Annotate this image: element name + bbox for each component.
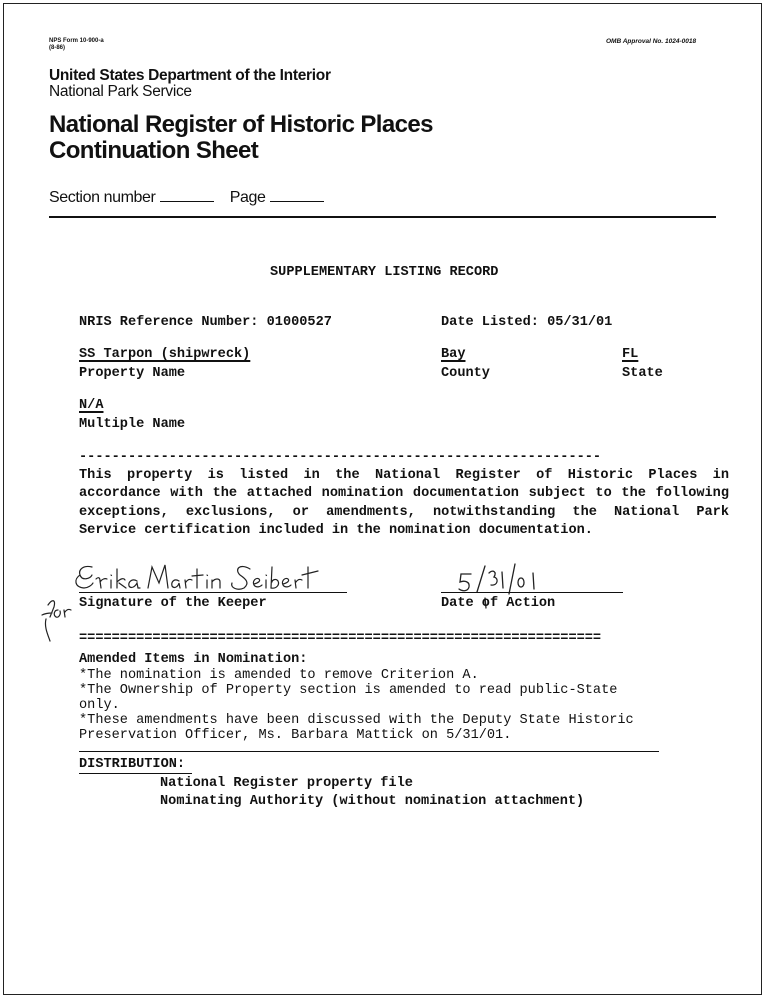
service-name: National Park Service — [49, 83, 192, 100]
distribution-item: Nominating Authority (without nomination attachment) — [160, 794, 585, 809]
date-listed-value: 05/31/01 — [547, 315, 613, 330]
state-value: FL — [622, 347, 639, 362]
multiple-name-value: N/A — [79, 398, 104, 413]
distribution-heading: DISTRIBUTION: — [79, 757, 186, 772]
header-rule — [49, 216, 716, 218]
county-value: Bay — [441, 347, 466, 362]
listing-statement: This property is listed in the National Register of Historic Places in accordance with the attached nomination documentation subject to the following exceptions, exclusions, or amendments, notwithstanding the National Park Service certification included in the nomination documentation. — [79, 468, 729, 538]
nris-reference — [79, 315, 332, 330]
multiple-name-label: Multiple Name — [79, 417, 186, 432]
signature-label: Signature of the Keeper — [79, 596, 267, 611]
signature-line — [79, 592, 347, 593]
property-name-value: SS Tarpon (shipwreck) — [79, 347, 251, 362]
equals-separator: ================================================================ — [79, 631, 602, 646]
amended-rule — [79, 751, 659, 752]
nris-value: 01000527 — [266, 315, 332, 330]
section-number-label: Section number — [49, 189, 156, 206]
distribution-underline — [79, 773, 192, 774]
nris-label: NRIS Reference Number: — [79, 315, 259, 330]
document-title-line2: Continuation Sheet — [49, 137, 259, 164]
section-number-field[interactable] — [160, 187, 214, 202]
date-listed — [441, 315, 612, 330]
dash-separator: ---------------------------------------------------------------- — [79, 450, 602, 465]
form-number: NPS Form 10-900-a (8-86) — [49, 38, 104, 51]
date-of-action-label: Date of Action — [441, 596, 556, 611]
date-line — [441, 592, 623, 593]
amended-item: *The Ownership of Property section is amended to read public-State only. — [79, 683, 618, 713]
amended-item: *The nomination is amended to remove Criterion A. — [79, 668, 479, 683]
document-title-line1: National Register of Historic Places — [49, 111, 433, 138]
amended-heading: Amended Items in Nomination: — [79, 652, 308, 667]
omb-approval: OMB Approval No. 1024-0018 — [606, 38, 697, 45]
county-label: County — [441, 366, 490, 381]
department-name: United States Department of the Interior — [49, 67, 331, 84]
state-label: State — [622, 366, 663, 381]
section-page-line — [49, 187, 324, 207]
supplementary-heading: SUPPLEMENTARY LISTING RECORD — [270, 265, 499, 280]
page-number-field[interactable] — [270, 187, 324, 202]
property-name-label: Property Name — [79, 366, 186, 381]
amended-item: *These amendments have been discussed with the Deputy State Historic Preservation Officer, Ms. Barbara Mattick on 5/31/01. — [79, 713, 634, 743]
distribution-item: National Register property file — [160, 776, 413, 791]
date-listed-label: Date Listed: — [441, 315, 539, 330]
page-label: Page — [229, 189, 266, 206]
